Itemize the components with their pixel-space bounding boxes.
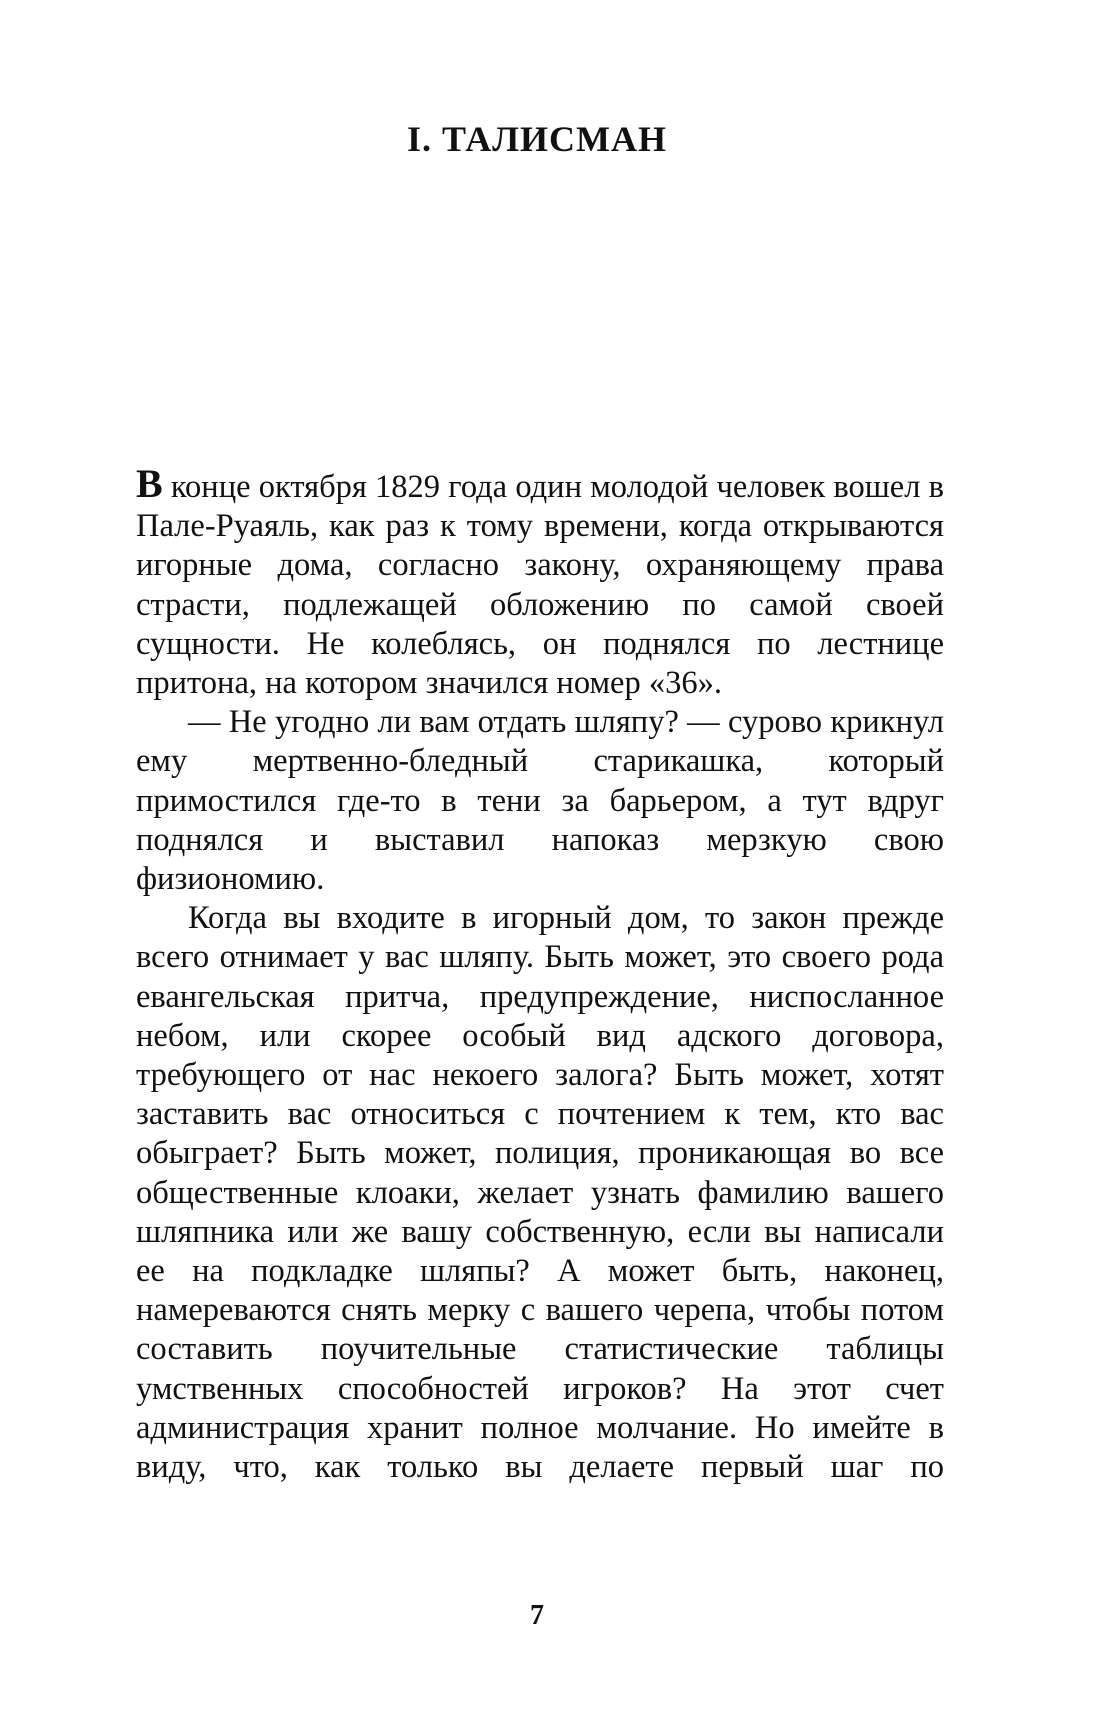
chapter-title: I. ТАЛИСМАН — [406, 119, 668, 159]
paragraph-hat-rule: Когда вы входите в игорный дом, то закон прежде всего отнимает у вас шляпу. Быть может, это своего рода евангельская притча, предупреждение, ниспосланное небом, или скорее особый вид адского договора, требующего от нас некоего залога? Быть может, хотят заставить вас относиться с почтением к тем, кто вас обыграет? Быть может, полиция, проникающая во все общественные клоаки, желает узнать фамилию вашего шляпника или же вашу собственную, если вы написали ее на подкладке шляпы? А может быть, наконец, намереваются снять мерку с вашего черепа, чтобы потом составить поучительные статистические таблицы умственных способностей игроков? На этот счет администрация хранит полное молчание. Но имейте в виду, что, как только вы делаете первый шаг по — [136, 900, 944, 1486]
paragraph-opening-text: конце октября 1829 года один молодой человек вошел в Пале-Руаяль, как раз к тому времени, когда открываются игорные дома, согласно закону, охраняющему права страсти, подлежащей обложению по самой своей сущности. Не колеблясь, он поднялся по лестнице притона, на котором значился номер «36». — [136, 469, 944, 702]
paragraph-opening — [136, 461, 944, 703]
drop-initial: В — [136, 461, 163, 506]
page-number: 7 — [530, 1600, 544, 1631]
body-text — [136, 461, 944, 1487]
paragraph-dialogue: — Не угодно ли вам отдать шляпу? — сурово крикнул ему мертвенно-бледный старикашка, который примостился где-то в тени за барьером, а тут вдруг поднялся и выставил напоказ мерзкую свою физиономию. — [136, 704, 944, 898]
